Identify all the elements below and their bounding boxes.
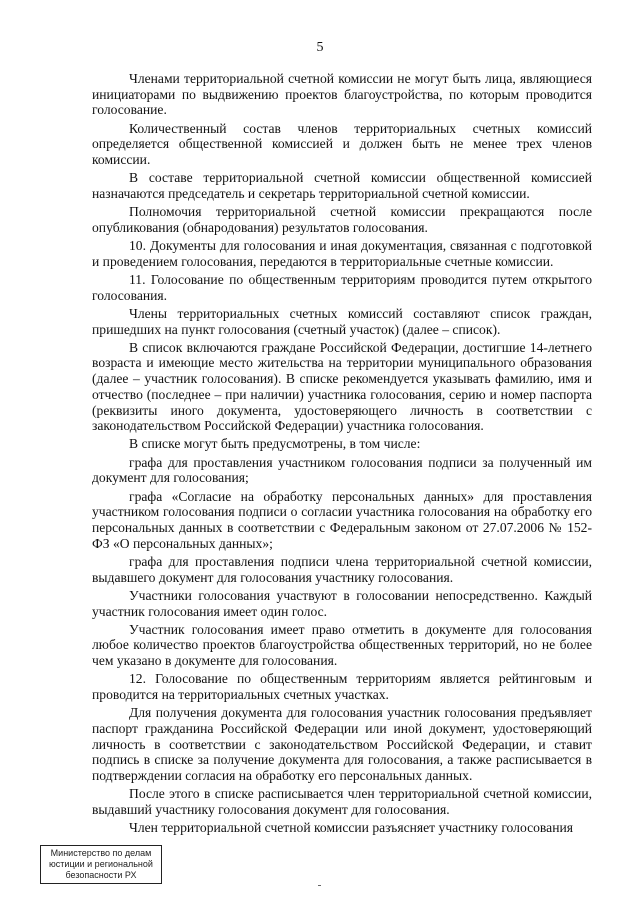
paragraph: В списке могут быть предусмотрены, в том числе: [129, 436, 421, 452]
paragraph: графа для проставления подписи члена территориальной счетной комиссии, выдавшего документ для голосования участнику голосования. [92, 553, 592, 585]
paragraph: Полномочия территориальной счетной комиссии прекращаются после опубликования (обнародования) результатов голосования. [92, 204, 592, 235]
stamp-line: Министерство по делам [50, 848, 152, 858]
paragraph: Член территориальной счетной комиссии разъясняет участнику голосования [129, 820, 573, 836]
paragraph: В список включаются граждане Российской Федерации, достигшие 14-летнего возраста и имеющие место жительства на территории муниципального образования (далее – участник голосования). В списке рекомендуется указывать фамилию, имя и отчество (последнее – при наличии) участника голосования, серию и номер паспорта (реквизиты иного документа, удостоверяющего личность в соответствии с законодательством Российской Федерации) участника голосования. [92, 339, 592, 434]
paragraph: Члены территориальных счетных комиссий составляют список граждан, пришедших на пункт голосования (счетный участок) (далее – список). [92, 305, 592, 337]
paragraph: графа «Согласие на обработку персональных данных» для проставления участником голосования подписи о согласии участника голосования на обработку его персональных данных в соответствии с Федеральным законом от 27.07.2006 № 152-ФЗ «О персональных данных»; [92, 488, 592, 551]
paragraph: 12. Голосование по общественным территориям является рейтинговым и проводится на территориальных счетных участках. [92, 671, 592, 703]
paragraph: Участник голосования имеет право отметить в документе для голосования любое количество проектов благоустройства общественных территорий, но не более чем указано в документе для голосования. [92, 621, 592, 669]
ministry-stamp [40, 845, 162, 884]
paragraph: графа для проставления участником голосования подписи за полученный им документ для голосования; [92, 454, 592, 486]
stamp-line: юстиции и региональной [49, 859, 153, 869]
document-body [92, 71, 592, 838]
paragraph: Для получения документа для голосования участник голосования предъявляет паспорт гражданина Российской Федерации или иной документ, удостоверяющий личность в соответствии с законодательством Российской Федерации, и ставит подпись в списке за получение документа для голосования, а также расписывается в подтверждении согласия на обработку его персональных данных. [92, 705, 592, 784]
paragraph: 10. Документы для голосования и иная документация, связанная с подготовкой и проведением голосования, передаются в территориальные счетные комиссии. [92, 238, 592, 269]
paragraph: Членами территориальной счетной комиссии не могут быть лица, являющиеся инициаторами по выдвижению проектов благоустройства, по которым проводится голосование. [92, 71, 592, 118]
paragraph: В составе территориальной счетной комиссии общественной комиссией назначаются председатель и секретарь территориальной счетной комиссии. [92, 170, 592, 201]
paragraph: Участники голосования участвуют в голосовании непосредственно. Каждый участник голосования имеет один голос. [92, 587, 592, 619]
stamp-line: безопасности РХ [65, 870, 137, 880]
paragraph: 11. Голосование по общественным территориям проводится путем открытого голосования. [92, 271, 592, 303]
paragraph: После этого в списке расписывается член территориальной счетной комиссии, выдавший участнику голосования документ для голосования. [92, 786, 592, 817]
page-number: 5 [316, 40, 324, 55]
footer-mark [318, 885, 321, 886]
paragraph: Количественный состав членов территориальных счетных комиссий определяется общественной комиссией и должен быть не менее трех членов комиссии. [92, 120, 592, 168]
